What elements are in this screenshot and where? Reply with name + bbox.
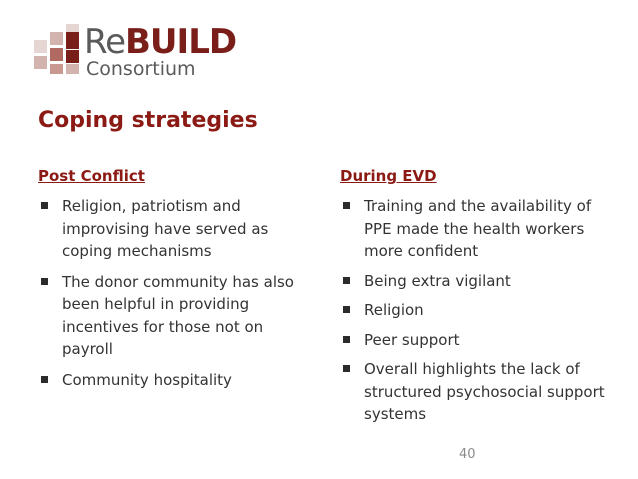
list-item-text: Training and the availability of PPE made the health workers more confident: [364, 197, 592, 260]
list-item: [340, 299, 610, 322]
bullet-icon: [41, 376, 48, 383]
list-item-text: Overall highlights the lack of structured psychosocial support systems: [364, 360, 605, 423]
bullet-icon: [41, 278, 48, 285]
post-conflict-list: [38, 195, 308, 391]
list-item: [38, 369, 308, 392]
list-item: [38, 271, 308, 361]
list-item: [340, 329, 610, 352]
logo-subtitle: Consortium: [86, 58, 196, 80]
list-item: [340, 358, 610, 426]
during-evd-heading: During EVD: [340, 167, 437, 185]
bullet-icon: [343, 306, 350, 313]
bullet-icon: [343, 336, 350, 343]
during-evd-column: [340, 166, 610, 433]
bullet-icon: [343, 202, 350, 209]
list-item-text: Religion, patriotism and improvising have served as coping mechanisms: [62, 197, 269, 260]
post-conflict-heading: Post Conflict: [38, 167, 145, 185]
list-item-text: Being extra vigilant: [364, 271, 511, 290]
rebuild-logo: [34, 22, 237, 84]
logo-word-bold: BUILD: [125, 22, 237, 62]
bullet-icon: [41, 202, 48, 209]
list-item-text: Religion: [364, 301, 424, 319]
list-item-text: Peer support: [364, 330, 460, 349]
logo-word-regular: Re: [84, 22, 126, 62]
during-evd-list: [340, 195, 610, 426]
bullet-icon: [343, 277, 350, 284]
list-item-text: Community hospitality: [62, 370, 232, 389]
logo-grid-icon: [34, 24, 79, 74]
page-number: 40: [459, 447, 476, 462]
logo-wordmark: [84, 22, 236, 62]
slide-title: Coping strategies: [38, 108, 258, 133]
bullet-icon: [343, 365, 350, 372]
list-item: [340, 195, 610, 263]
list-item-text: The donor community has also been helpful in providing incentives for those not on payroll: [62, 272, 294, 358]
post-conflict-column: [38, 166, 308, 399]
list-item: [340, 270, 610, 293]
list-item: [38, 195, 308, 263]
